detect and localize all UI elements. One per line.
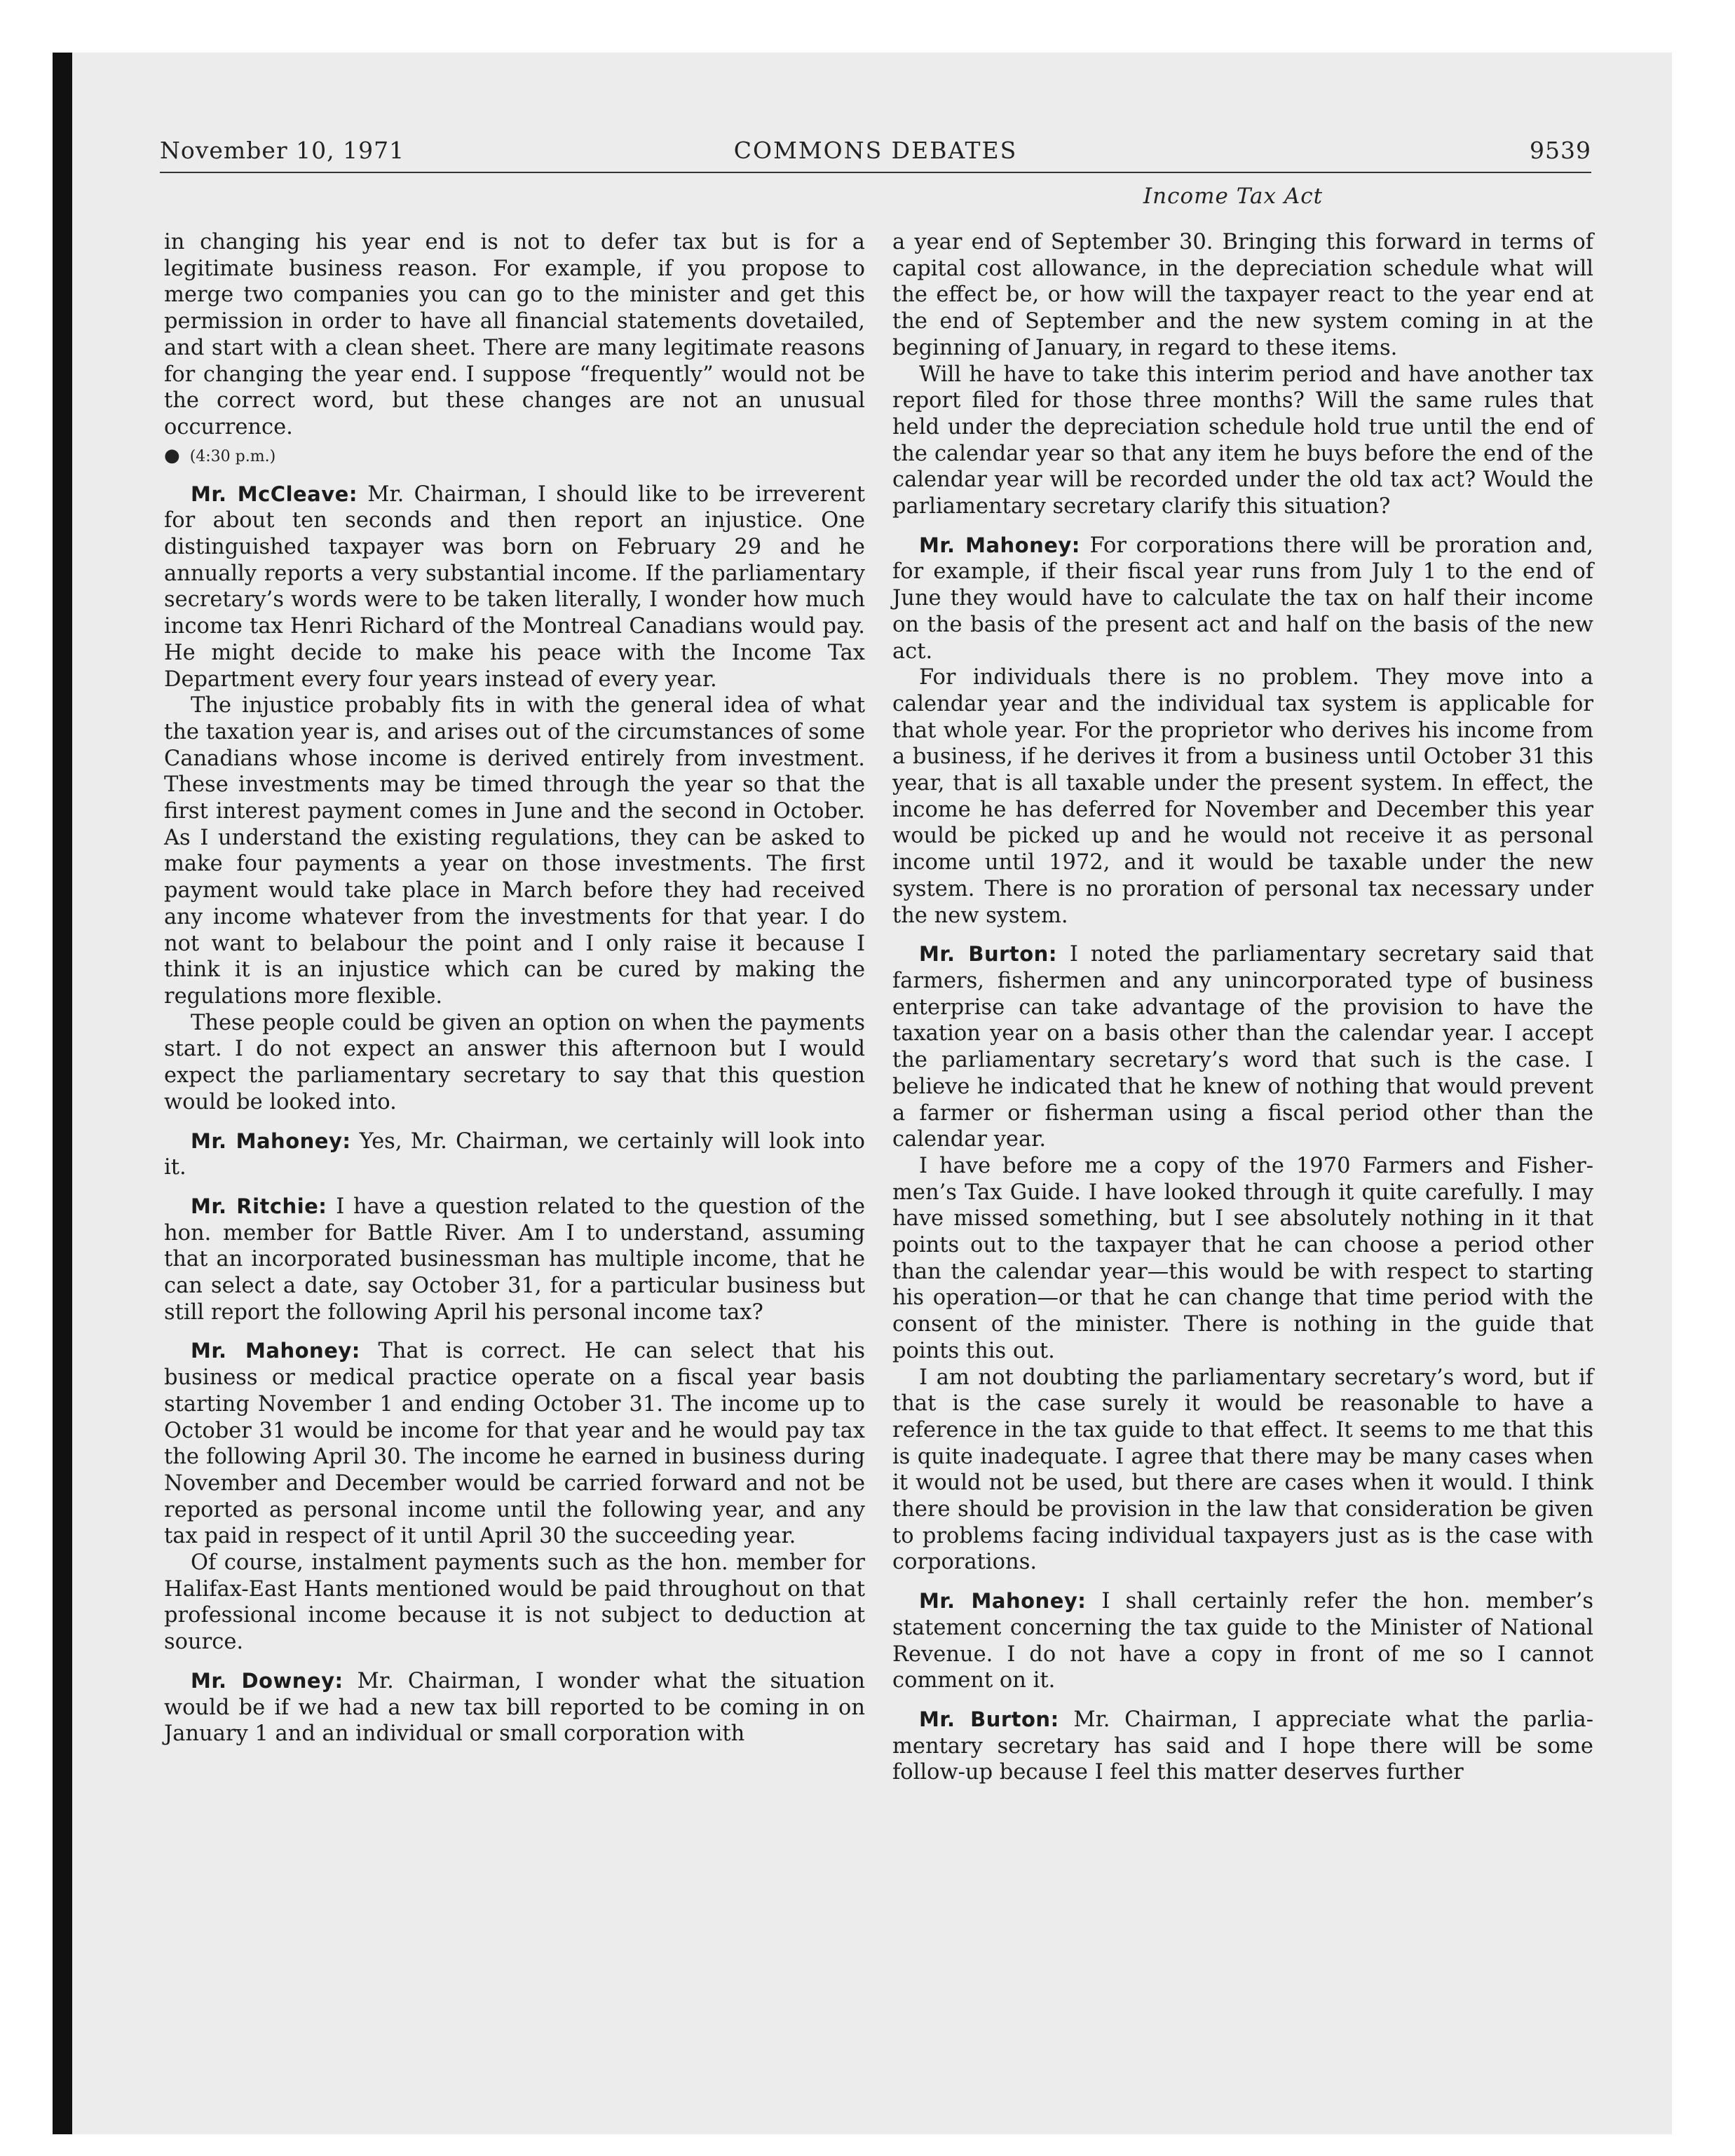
timestamp xyxy=(164,444,865,469)
speaker-name: Mr. Mahoney: xyxy=(919,533,1080,557)
paragraph: For individuals there is no problem. They move into a calendar year and the individual tax system is applicable for that whole year. For the proprietor who derives his income from a business, if he derives it from a business until October 31 this year, that is all taxable under the present system. In effect, the income he has deferred for November and December this year would be picked up and he would not receive it as personal income until 1972, and it would be taxable under the new system. There is no proration of personal tax necessary under the new system. xyxy=(892,665,1593,928)
header-title: COMMONS DEBATES xyxy=(733,137,1018,164)
speech-text: That is correct. He can select that his business or medical practice operate on a fiscal year basis starting November 1 and ending October 31. The income up to October 31 would be income for that year and he would pay tax the following April 30. The income he earned in business during November and December would be carried forward and not be reported as personal income until the following year, and any tax paid in respect of it until April 30 the succeeding year. xyxy=(164,1339,865,1549)
paragraph: I am not doubting the parliamentary secretary’s word, but if that is the case surely it would be reasonable to have a reference in the tax guide to that effect. It seems to me that this is quite inadequate. I agree that there may be many cases when it would not be used, but there are cases when it would. I think there should be provision in the law that consideration be given to problems facing individual taxpayers just as is the case with corporations. xyxy=(892,1365,1593,1575)
speech-text: Mr. Chairman, I should like to be irreverent for about ten seconds and then report an injustice. One distinguished taxpayer was born on February 29 and he annually reports a very substantial income. If the parliamentary secretary’s words were to be taken literally, I wonder how much income tax Henri Richard of the Montreal Canadians would pay. He might decide to make his peace with the Income Tax Department every four years instead of every year. xyxy=(164,482,865,692)
speaker-name: Mr. McCleave: xyxy=(191,482,358,506)
running-header xyxy=(160,137,1591,173)
page-number: 9539 xyxy=(1530,137,1591,164)
section-subheading: Income Tax Act xyxy=(1143,184,1324,209)
speech-paragraph xyxy=(892,1707,1593,1786)
speech-text: I noted the parliamentary secretary said that farmers, fishermen and any unincorporated type of business enterprise can take advantage of the provision to have the taxation year on a basis other than the calendar year. I accept the parliamentary secretary’s word that such is the case. I believe he indicated that he knew of nothing that would prevent a farmer or fisherman using a fiscal period other than the calendar year. xyxy=(892,942,1593,1152)
timestamp-text: (4:30 p.m.) xyxy=(189,447,276,465)
speaker-name: Mr. Mahoney: xyxy=(191,1128,351,1153)
speaker-name: Mr. Ritchie: xyxy=(191,1194,327,1218)
paragraph: Of course, instalment payments such as the hon. member for Halifax-East Hants mentioned would be paid throughout on that professional income because it is not subject to deduction at source. xyxy=(164,1550,865,1655)
left-column xyxy=(164,229,865,1747)
speech-paragraph xyxy=(892,1588,1593,1694)
right-column xyxy=(892,229,1593,1786)
speech-text: Yes, Mr. Chairman, we certainly will look into it. xyxy=(164,1128,866,1180)
speech-paragraph xyxy=(892,533,1593,665)
speaker-name: Mr. Burton: xyxy=(919,942,1057,967)
speech-paragraph xyxy=(892,941,1593,1153)
speaker-name: Mr. Burton: xyxy=(919,1707,1059,1731)
speech-paragraph xyxy=(164,1128,865,1181)
speech-paragraph xyxy=(164,482,865,693)
scan-edge-bar xyxy=(53,53,72,2134)
paragraph: The injustice probably fits in with the general idea of what the taxation year is, and arises out of the circumstances of some Canadians whose income is derived entirely from investment. These investments may be timed through the year so that the first interest payment comes in June and the second in October. As I understand the existing regulations, they can be asked to make four payments a year on those investments. The first payment would take place in March before they had received any income whatever from the investments for that year. I do not want to belabour the point and I only raise it because I think it is an injustice which can be cured by making the regulations more flexible. xyxy=(164,693,865,1009)
speech-paragraph xyxy=(164,1338,865,1550)
paragraph: These people could be given an option on when the payments start. I do not expect an answer this afternoon but I would expect the parliamentary secretary to say that this question would be looked into. xyxy=(164,1010,865,1114)
paragraph: in changing his year end is not to defer tax but is for a legitimate business reason. For example, if you propose to merge two companies you can go to the minister and get this permission in order to have all financial statements dovetailed, and start with a clean sheet. There are many legitimate reasons for changing the year end. I suppose “frequently” would not be the correct word, but these changes are not an unusual occurrence. xyxy=(164,230,865,439)
paragraph: a year end of September 30. Bringing this forward in terms of capital cost allowance, in the depreciation schedule what will the effect be, or how will the taxpayer react to the year end at the end of September and the new system coming in at the beginning of January, in regard to these items. xyxy=(892,230,1593,360)
paragraph: Will he have to take this interim period and have another tax report filed for those three months? Will the same rules that held under the depreciation schedule hold true until the end of the calendar year so that any item he buys before the end of the calendar year will be recorded under the old tax act? Would the parliamentary secretary clarify this situation? xyxy=(892,362,1593,519)
speaker-name: Mr. Downey: xyxy=(191,1668,343,1693)
speech-paragraph xyxy=(164,1194,865,1326)
speaker-name: Mr. Mahoney: xyxy=(191,1339,360,1363)
header-date: November 10, 1971 xyxy=(160,137,405,164)
speech-text: Mr. Chairman, I wonder what the situation would be if we had a new tax bill reported to be coming in on January 1 and an individual or small corporation with xyxy=(164,1668,865,1747)
speech-text: I shall certainly refer the hon. member’s statement concerning the tax guide to the Minister of National Revenue. I do not have a copy in front of me so I cannot comment on it. xyxy=(892,1589,1593,1693)
speaker-name: Mr. Mahoney: xyxy=(919,1589,1087,1613)
paragraph: I have before me a copy of the 1970 Farmers and Fishermen’s Tax Guide. I have looked through it quite carefully. I may have missed something, but I see absolutely nothing in it that points out to the taxpayer that he can choose a period other than the calendar year—this would be with respect to starting his operation—or that he can change that time period with the consent of the minister. There is nothing in the guide that points this out. xyxy=(892,1153,1593,1363)
speech-text: Mr. Chairman, I appreciate what the parliamentary secretary has said and I hope there will be some follow-up because I feel this matter deserves further xyxy=(892,1707,1594,1785)
speech-paragraph xyxy=(164,1668,865,1747)
bullet-icon: ● xyxy=(164,444,180,466)
speech-text: For corporations there will be proration and, for example, if their fiscal year runs from July 1 to the end of June they would have to calculate the tax on half their income on the basis of the present act and half on the basis of the new act. xyxy=(892,533,1594,664)
speech-text: I have a question related to the question of the hon. member for Battle River. Am I to understand, assuming that an incorporated businessman has multiple income, that he can select a date, say October 31, for a particular business but still report the following April his personal income tax? xyxy=(164,1194,865,1325)
